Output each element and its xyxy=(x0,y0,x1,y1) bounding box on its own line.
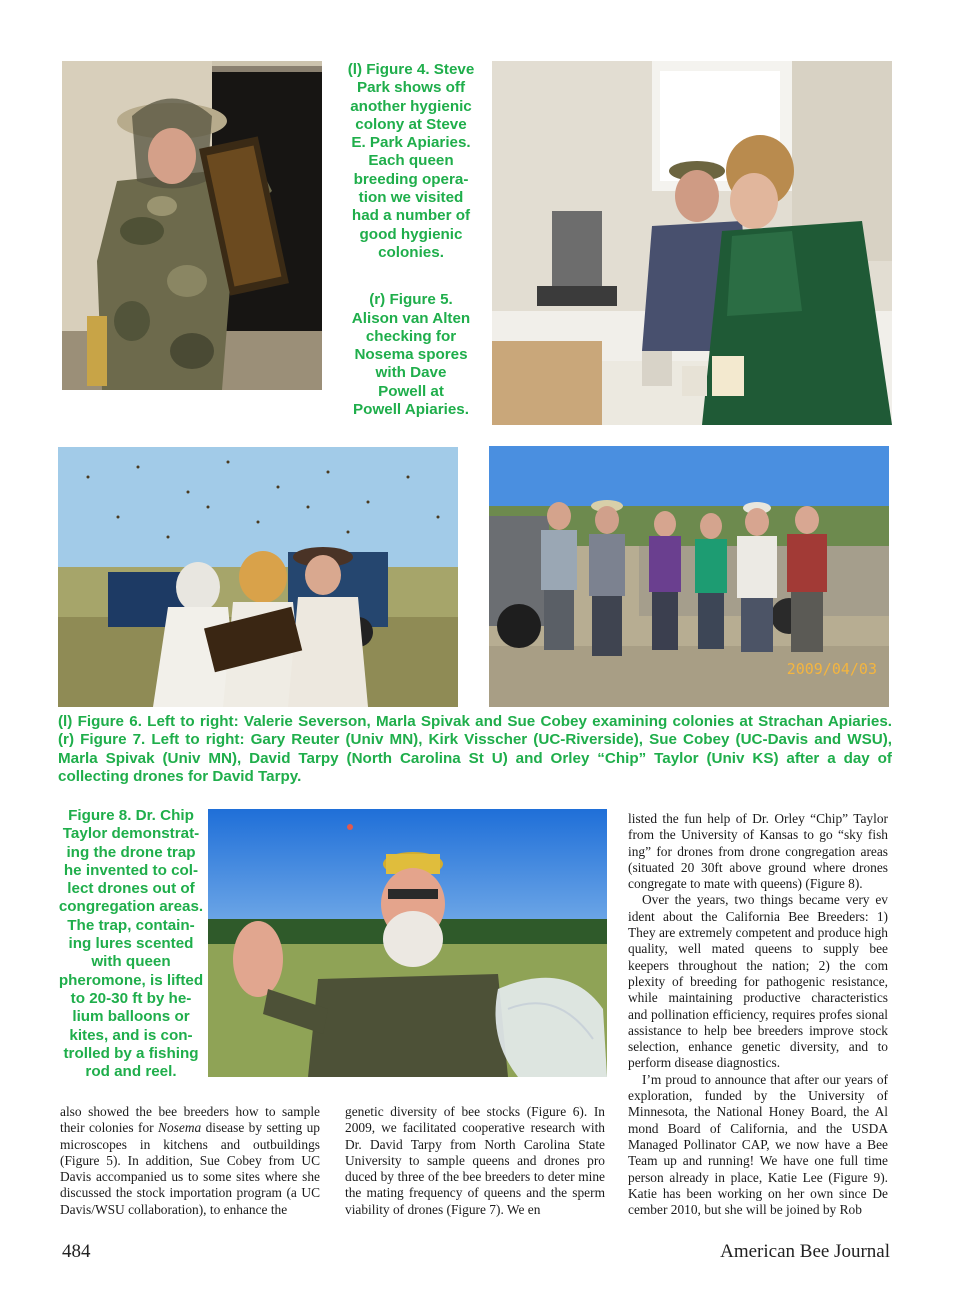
body-column-right xyxy=(628,811,888,1218)
figure-8-caption-line: to 20-30 ft by he- xyxy=(70,989,192,1007)
figure-5-caption-line: Alison van Alten xyxy=(351,309,471,327)
figure-8-caption-line: ing lures scented xyxy=(68,935,194,953)
figure-7-photo xyxy=(489,446,889,707)
figure-5-caption-line: (r) Figure 5. xyxy=(369,291,453,309)
figure-4-caption-line: colony at Steve xyxy=(355,115,467,133)
figure-5-caption-line: Powell Apiaries. xyxy=(353,401,469,419)
figure-4-caption-line: Park shows off xyxy=(356,79,466,97)
body-paragraph xyxy=(60,1104,320,1218)
figure-7-date-stamp: 2009/04/03 xyxy=(786,660,877,678)
journal-title: American Bee Journal xyxy=(720,1241,890,1262)
figure-8-caption-line: The trap, contain- xyxy=(67,916,195,934)
body-paragraph: listed the fun help of Dr. Orley “Chip” Taylor from the University of Kansas to go “sky fish ing” for drones from drone congregation areas (situated 20 30ft above ground where drones congregate to mate with queens) (Figure 8). xyxy=(628,811,888,892)
figure-4-caption-line: colonies. xyxy=(378,243,444,261)
figure-5-caption-line: Powell at xyxy=(378,382,444,400)
body-text-run: disease by setting up microscopes in kitchens and outbuildings (Figure 5). In addition, Sue Cobey from UC Davis accompanied us to some sites where she discussed the stock importation program (a UC Davis/WSU collaboration), to enhance the xyxy=(60,1120,321,1217)
figure-4-caption-line: tion we visited xyxy=(358,189,464,207)
figure-8-photo xyxy=(208,809,607,1077)
figure-4-caption-line: had a number of xyxy=(351,207,471,225)
figure-4-caption-line: Each queen xyxy=(368,152,454,170)
figure-8-caption-line: ing the drone trap xyxy=(66,843,196,861)
body-text-run: also showed the bee breeders how to sample their colonies for xyxy=(60,1104,320,1136)
figure-6-photo xyxy=(58,447,458,707)
body-paragraph: genetic diversity of bee stocks (Figure 6). In 2009, we facilitated cooperative research with Dr. David Tarpy from North Carolina State University to sample queens and drones pro duced by three of the bee breeders to deter mine the mating frequency of queens and the sperm viability of drones (Figure 7). We en xyxy=(345,1104,605,1217)
figure-6-7-caption-text: (l) Figure 6. Left to right: Valerie Severson, Marla Spivak and Sue Cobey examining colonies at Strachan Apiaries. (r) Figure 7. Left to right: Gary Reuter (Univ MN), Kirk Visscher (UC-Riverside), Sue Cobey (UC-Davis and WSU), Marla Spivak (Univ MN), David Tarpy (North Carolina St U) and Orley “Chip” Taylor (Univ KS) after a day of collecting drones for David Tarpy. xyxy=(58,713,892,786)
figure-8-caption-line: with queen xyxy=(91,953,171,971)
figure-8-caption-line: pheromone, is lifted xyxy=(58,971,204,989)
figure-8-caption-line: congregation areas. xyxy=(58,898,204,916)
figure-4-caption-line: good hygienic xyxy=(359,225,463,243)
figure-6-7-caption xyxy=(58,713,892,787)
page-number: 484 xyxy=(62,1241,91,1262)
body-text-italic: Nosema xyxy=(158,1120,202,1136)
figure-8-caption-line: Taylor demonstrat- xyxy=(62,825,200,843)
body-paragraph: Over the years, two things became very ev ident about the California Bee Breeders: 1) They are extremely competent and produce high quality, well mated queens to supply bee keepers throughout the nation; 2) the com plexity of breeding for pathogenic resistance, while maintaining productive characteristics and pollination efficiency, requires profes sional assistance to help bee breeders improve stock selection, enhance genetic diversity, and to perform disease diagnostics. xyxy=(628,892,888,1071)
figure-4-caption-line: breeding opera- xyxy=(353,170,469,188)
figure-5-photo xyxy=(492,61,892,425)
figure-8-caption-line: trolled by a fishing xyxy=(63,1044,199,1062)
figure-4-caption-line: (l) Figure 4. Steve xyxy=(347,61,475,78)
figure-4-caption-line: another hygienic xyxy=(350,97,472,115)
figure-8-caption-line: lect drones out of xyxy=(67,880,195,898)
figure-5-caption-line: Nosema spores xyxy=(354,346,468,364)
figure-8-caption-line: Figure 8. Dr. Chip xyxy=(68,807,194,824)
figure-8-caption xyxy=(56,807,206,1081)
body-column-middle xyxy=(345,1104,605,1218)
figure-8-caption-line: lium balloons or xyxy=(72,1008,190,1026)
body-paragraph: I’m proud to announce that after our years of exploration, funded by the University of Minnesota, the National Honey Board, the Al mond Board of California, and the USDA Managed Pollinator CAP, we now have a Bee Team up and running! We have one full time person already in place, Katie Lee (Figure 9). Katie has been working on her own since De cember 2010, but she will be joined by Rob xyxy=(628,1071,888,1218)
figure-8-caption-line: rod and reel. xyxy=(85,1063,177,1081)
figure-5-caption-line: with Dave xyxy=(375,364,447,382)
figure-8-caption-line: he invented to col- xyxy=(63,861,199,879)
figure-4-5-caption xyxy=(332,61,490,419)
body-column-left xyxy=(60,1104,320,1218)
figure-4-photo xyxy=(62,61,322,390)
figure-8-caption-line: kites, and is con- xyxy=(69,1026,193,1044)
figure-4-caption-line: E. Park Apiaries. xyxy=(351,134,471,152)
figure-5-caption-line: checking for xyxy=(365,327,457,345)
